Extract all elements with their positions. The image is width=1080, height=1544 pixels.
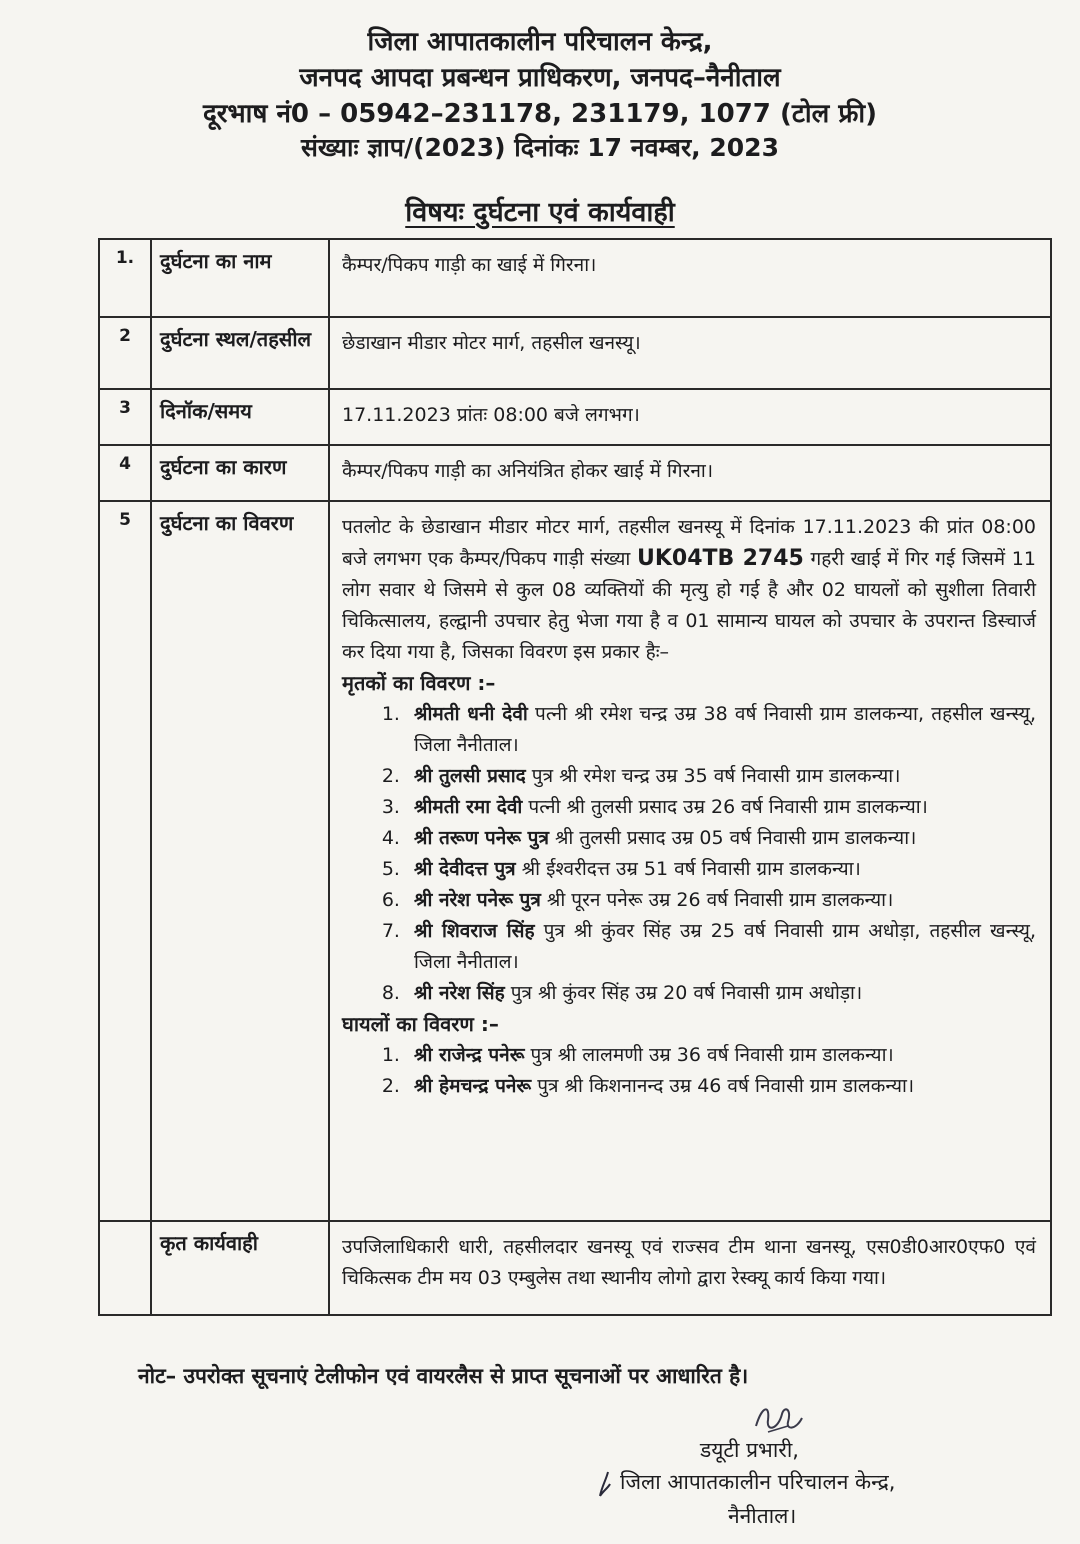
row-heading: दुर्घटना का कारण xyxy=(151,445,329,501)
list-item: 2. श्री तुलसी प्रसाद पुत्र श्री रमेश चन्द्र उम्र 35 वर्ष निवासी ग्राम डालकन्या। xyxy=(406,761,1036,792)
list-item: 3. श्रीमती रमा देवी पत्नी श्री तुलसी प्रसाद उम्र 26 वर्ष निवासी ग्राम डालकन्या। xyxy=(406,792,1036,823)
list-item: 6. श्री नरेश पनेरू पुत्र श्री पूरन पनेरू उम्र 26 वर्ष निवासी ग्राम डालकन्या। xyxy=(406,885,1036,916)
row-number: 3 xyxy=(99,389,151,445)
header-office-name: जिला आपातकालीन परिचालन केन्द्र, xyxy=(367,27,713,57)
table-row xyxy=(99,1221,1051,1315)
initial-mark xyxy=(596,1470,614,1498)
subject-text: विषयः दुर्घटना एवं कार्यवाही xyxy=(405,197,675,228)
row-value: छेडाखान मीडार मोटर मार्ग, तहसील खनस्यू। xyxy=(329,317,1051,389)
subject-heading xyxy=(0,192,1080,229)
list-item: 7. श्री शिवराज सिंह पुत्र श्री कुंवर सिंह उम्र 25 वर्ष निवासी ग्राम अधोड़ा, तहसील खन्स्यू, जिला नैनीताल। xyxy=(406,916,1036,978)
table-row-details xyxy=(99,501,1051,1221)
signoff-designation: डयूटी प्रभारी, xyxy=(700,1438,799,1462)
row-number: 1. xyxy=(99,239,151,317)
row-value: उपजिलाधिकारी धारी, तहसीलदार खनस्यू एवं राज्सव टीम थाना खनस्यू, एस0डी0आर0एफ0 एवं चिकित्सक टीम मय 03 एम्बुलेस तथा स्थानीय लोगो द्वारा रेस्क्यू कार्य किया गया। xyxy=(329,1221,1051,1315)
deceased-list xyxy=(342,699,1036,1009)
table-row xyxy=(99,445,1051,501)
row-number: 4 xyxy=(99,445,151,501)
injured-title: घायलों का विवरण :– xyxy=(342,1012,499,1036)
row-heading: दुर्घटना का विवरण xyxy=(151,501,329,1221)
incident-summary: पतलोट के छेडाखान मीडार मोटर मार्ग, तहसील खनस्यू में दिनांक 17.11.2023 की प्रांत 08:00 बजे लगभग एक कैम्पर/पिकप गाड़ी संख्या UK04TB 2745 गहरी खाई में गिर गई जिसमें 11 लोग सवार थे जिसमे से कुल 08 व्यक्तियों की मृत्यु हो गई है और 02 घायलों को सुशीला तिवारी चिकित्सालय, हल्द्वानी उपचार हेतु भेजा गया है व 01 सामान्य घायल को उपचार के उपरान्त डिस्चार्ज कर दिया गया है, जिसका विवरण इस प्रकार हैः– xyxy=(342,516,1036,663)
signoff-place: नैनीताल। xyxy=(728,1504,797,1528)
note-text: नोट– उपरोक्त सूचनाएं टेलीफोन एवं वायरलैस से प्राप्त सूचनाओं पर आधारित है। xyxy=(138,1364,749,1388)
list-item: 2. श्री हेमचन्द्र पनेरू पुत्र श्री किशनानन्द उम्र 46 वर्ष निवासी ग्राम डालकन्या। xyxy=(406,1071,1036,1102)
header-reference: संख्याः ज्ञाप/(2023) दिनांकः 17 नवम्बर, 2023 xyxy=(301,133,779,162)
signature-mark xyxy=(748,1396,808,1440)
table-row xyxy=(99,317,1051,389)
row-value: 17.11.2023 प्रांतः 08:00 बजे लगभग। xyxy=(329,389,1051,445)
list-item: 1. श्रीमती धनी देवी पत्नी श्री रमेश चन्द्र उम्र 38 वर्ष निवासी ग्राम डालकन्या, तहसील खन्स्यू, जिला नैनीताल। xyxy=(406,699,1036,761)
row-value: कैम्पर/पिकप गाड़ी का अनियंत्रित होकर खाई में गिरना। xyxy=(329,445,1051,501)
deceased-title: मृतकों का विवरण :– xyxy=(342,671,496,695)
list-item: 4. श्री तरूण पनेरू पुत्र श्री तुलसी प्रसाद उम्र 05 वर्ष निवासी ग्राम डालकन्या। xyxy=(406,823,1036,854)
row-heading: दुर्घटना का नाम xyxy=(151,239,329,317)
row-value: कैम्पर/पिकप गाड़ी का खाई में गिरना। xyxy=(329,239,1051,317)
list-item: 5. श्री देवीदत्त पुत्र श्री ईश्वरीदत्त उम्र 51 वर्ष निवासी ग्राम डालकन्या। xyxy=(406,854,1036,885)
injured-list xyxy=(342,1040,1036,1102)
vehicle-number: UK04TB 2745 xyxy=(637,546,804,571)
incident-table xyxy=(98,238,1052,1316)
row-heading: कृत कार्यवाही xyxy=(151,1221,329,1315)
header-authority: जनपद आपदा प्रबन्धन प्राधिकरण, जनपद–नैनीताल xyxy=(299,63,781,93)
header-phone: दूरभाष नं0 – 05942–231178, 231179, 1077 (टोल फ्री) xyxy=(202,99,878,129)
row-number: 5 xyxy=(99,501,151,1221)
table-row xyxy=(99,239,1051,317)
row-number xyxy=(99,1221,151,1315)
list-item: 1. श्री राजेन्द्र पनेरू पुत्र श्री लालमणी उम्र 36 वर्ष निवासी ग्राम डालकन्या। xyxy=(406,1040,1036,1071)
row-heading: दुर्घटना स्थल/तहसील xyxy=(151,317,329,389)
row-number: 2 xyxy=(99,317,151,389)
row-heading: दिनॉक/समय xyxy=(151,389,329,445)
table-row xyxy=(99,389,1051,445)
incident-details xyxy=(329,501,1051,1221)
list-item: 8. श्री नरेश सिंह पुत्र श्री कुंवर सिंह उम्र 20 वर्ष निवासी ग्राम अधोड़ा। xyxy=(406,978,1036,1009)
signoff-office: जिला आपातकालीन परिचालन केन्द्र, xyxy=(620,1470,896,1494)
